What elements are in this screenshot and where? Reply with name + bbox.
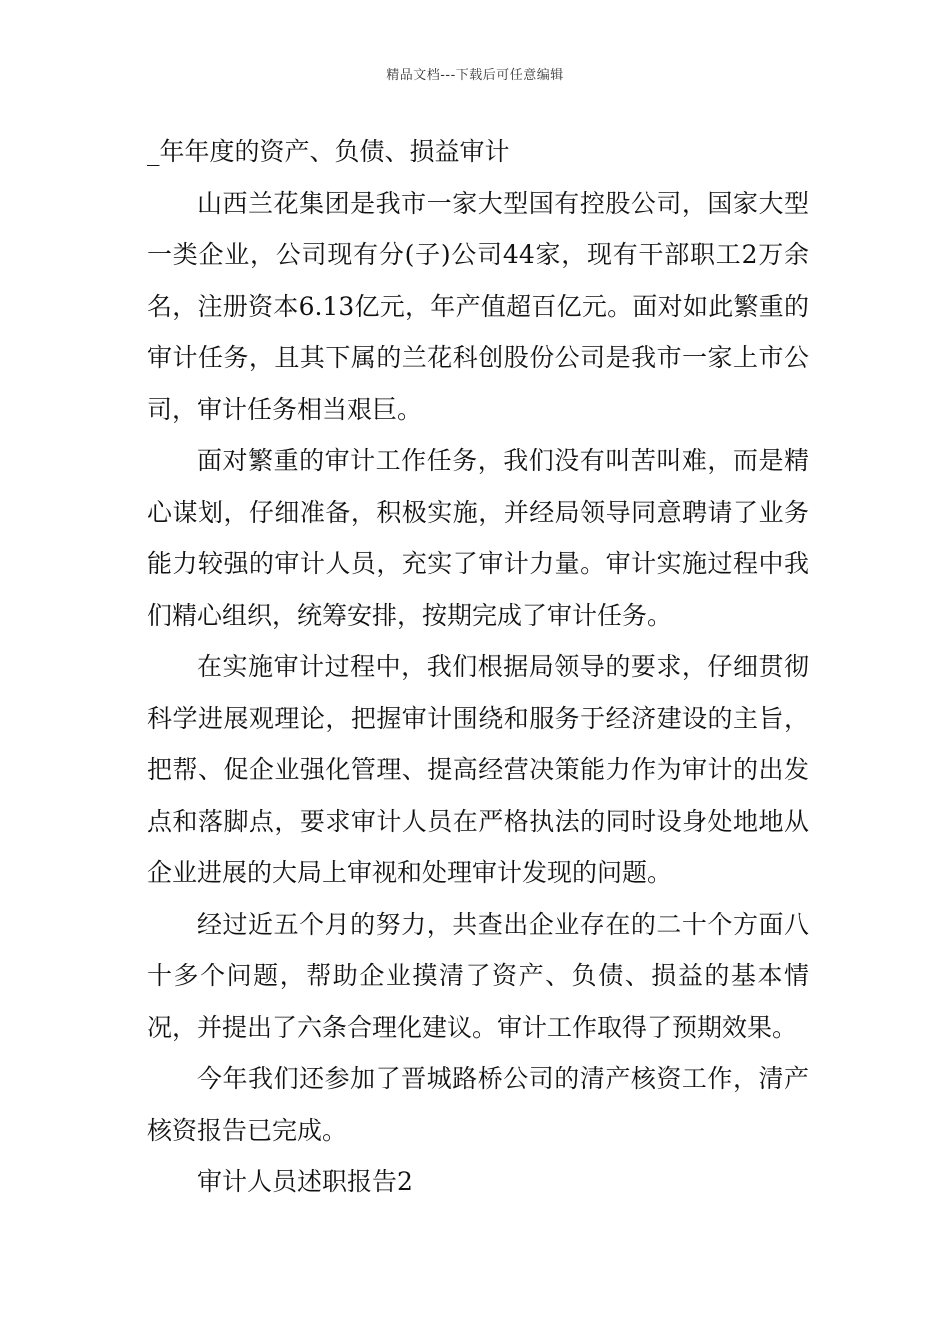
- paragraph-audit-implementation: 在实施审计过程中，我们根据局领导的要求，仔细贯彻科学进展观理论，把握审计围绕和服务于经济建设的主旨，把帮、促企业强化管理、提高经营决策能力作为审计的出发点和落脚点，要求审计人员在严格执法的同时设身处地地从企业进展的大局上审视和处理审计发现的问题。: [147, 652, 809, 887]
- document-body: [147, 126, 809, 1208]
- page-header: 精品文档---下载后可任意编辑: [386, 68, 564, 83]
- paragraph-audit-results: 经过近五个月的努力，共查出企业存在的二十个方面八十多个问题，帮助企业摸清了资产、负债、损益的基本情况，并提出了六条合理化建议。审计工作取得了预期效果。: [147, 909, 809, 1042]
- paragraph-audit-scope: _年年度的资产、负债、损益审计: [147, 137, 510, 166]
- paragraph-asset-verification: 今年我们还参加了晋城路桥公司的清产核资工作，清产核资报告已完成。: [147, 1064, 809, 1145]
- paragraph-work-preparation: 面对繁重的审计工作任务，我们没有叫苦叫难，而是精心谋划，仔细准备，积极实施，并经局领导同意聘请了业务能力较强的审计人员，充实了审计力量。审计实施过程中我们精心组织，统筹安排，按期完成了审计任务。: [147, 446, 809, 630]
- section-heading-report-2: 审计人员述职报告2: [197, 1167, 413, 1196]
- paragraph-company-intro: 山西兰花集团是我市一家大型国有控股公司，国家大型一类企业，公司现有分(子)公司44家，现有干部职工2万余名，注册资本6.13亿元，年产值超百亿元。面对如此繁重的审计任务，且其下属的兰花科创股份公司是我市一家上市公司，审计任务相当艰巨。: [147, 188, 809, 424]
